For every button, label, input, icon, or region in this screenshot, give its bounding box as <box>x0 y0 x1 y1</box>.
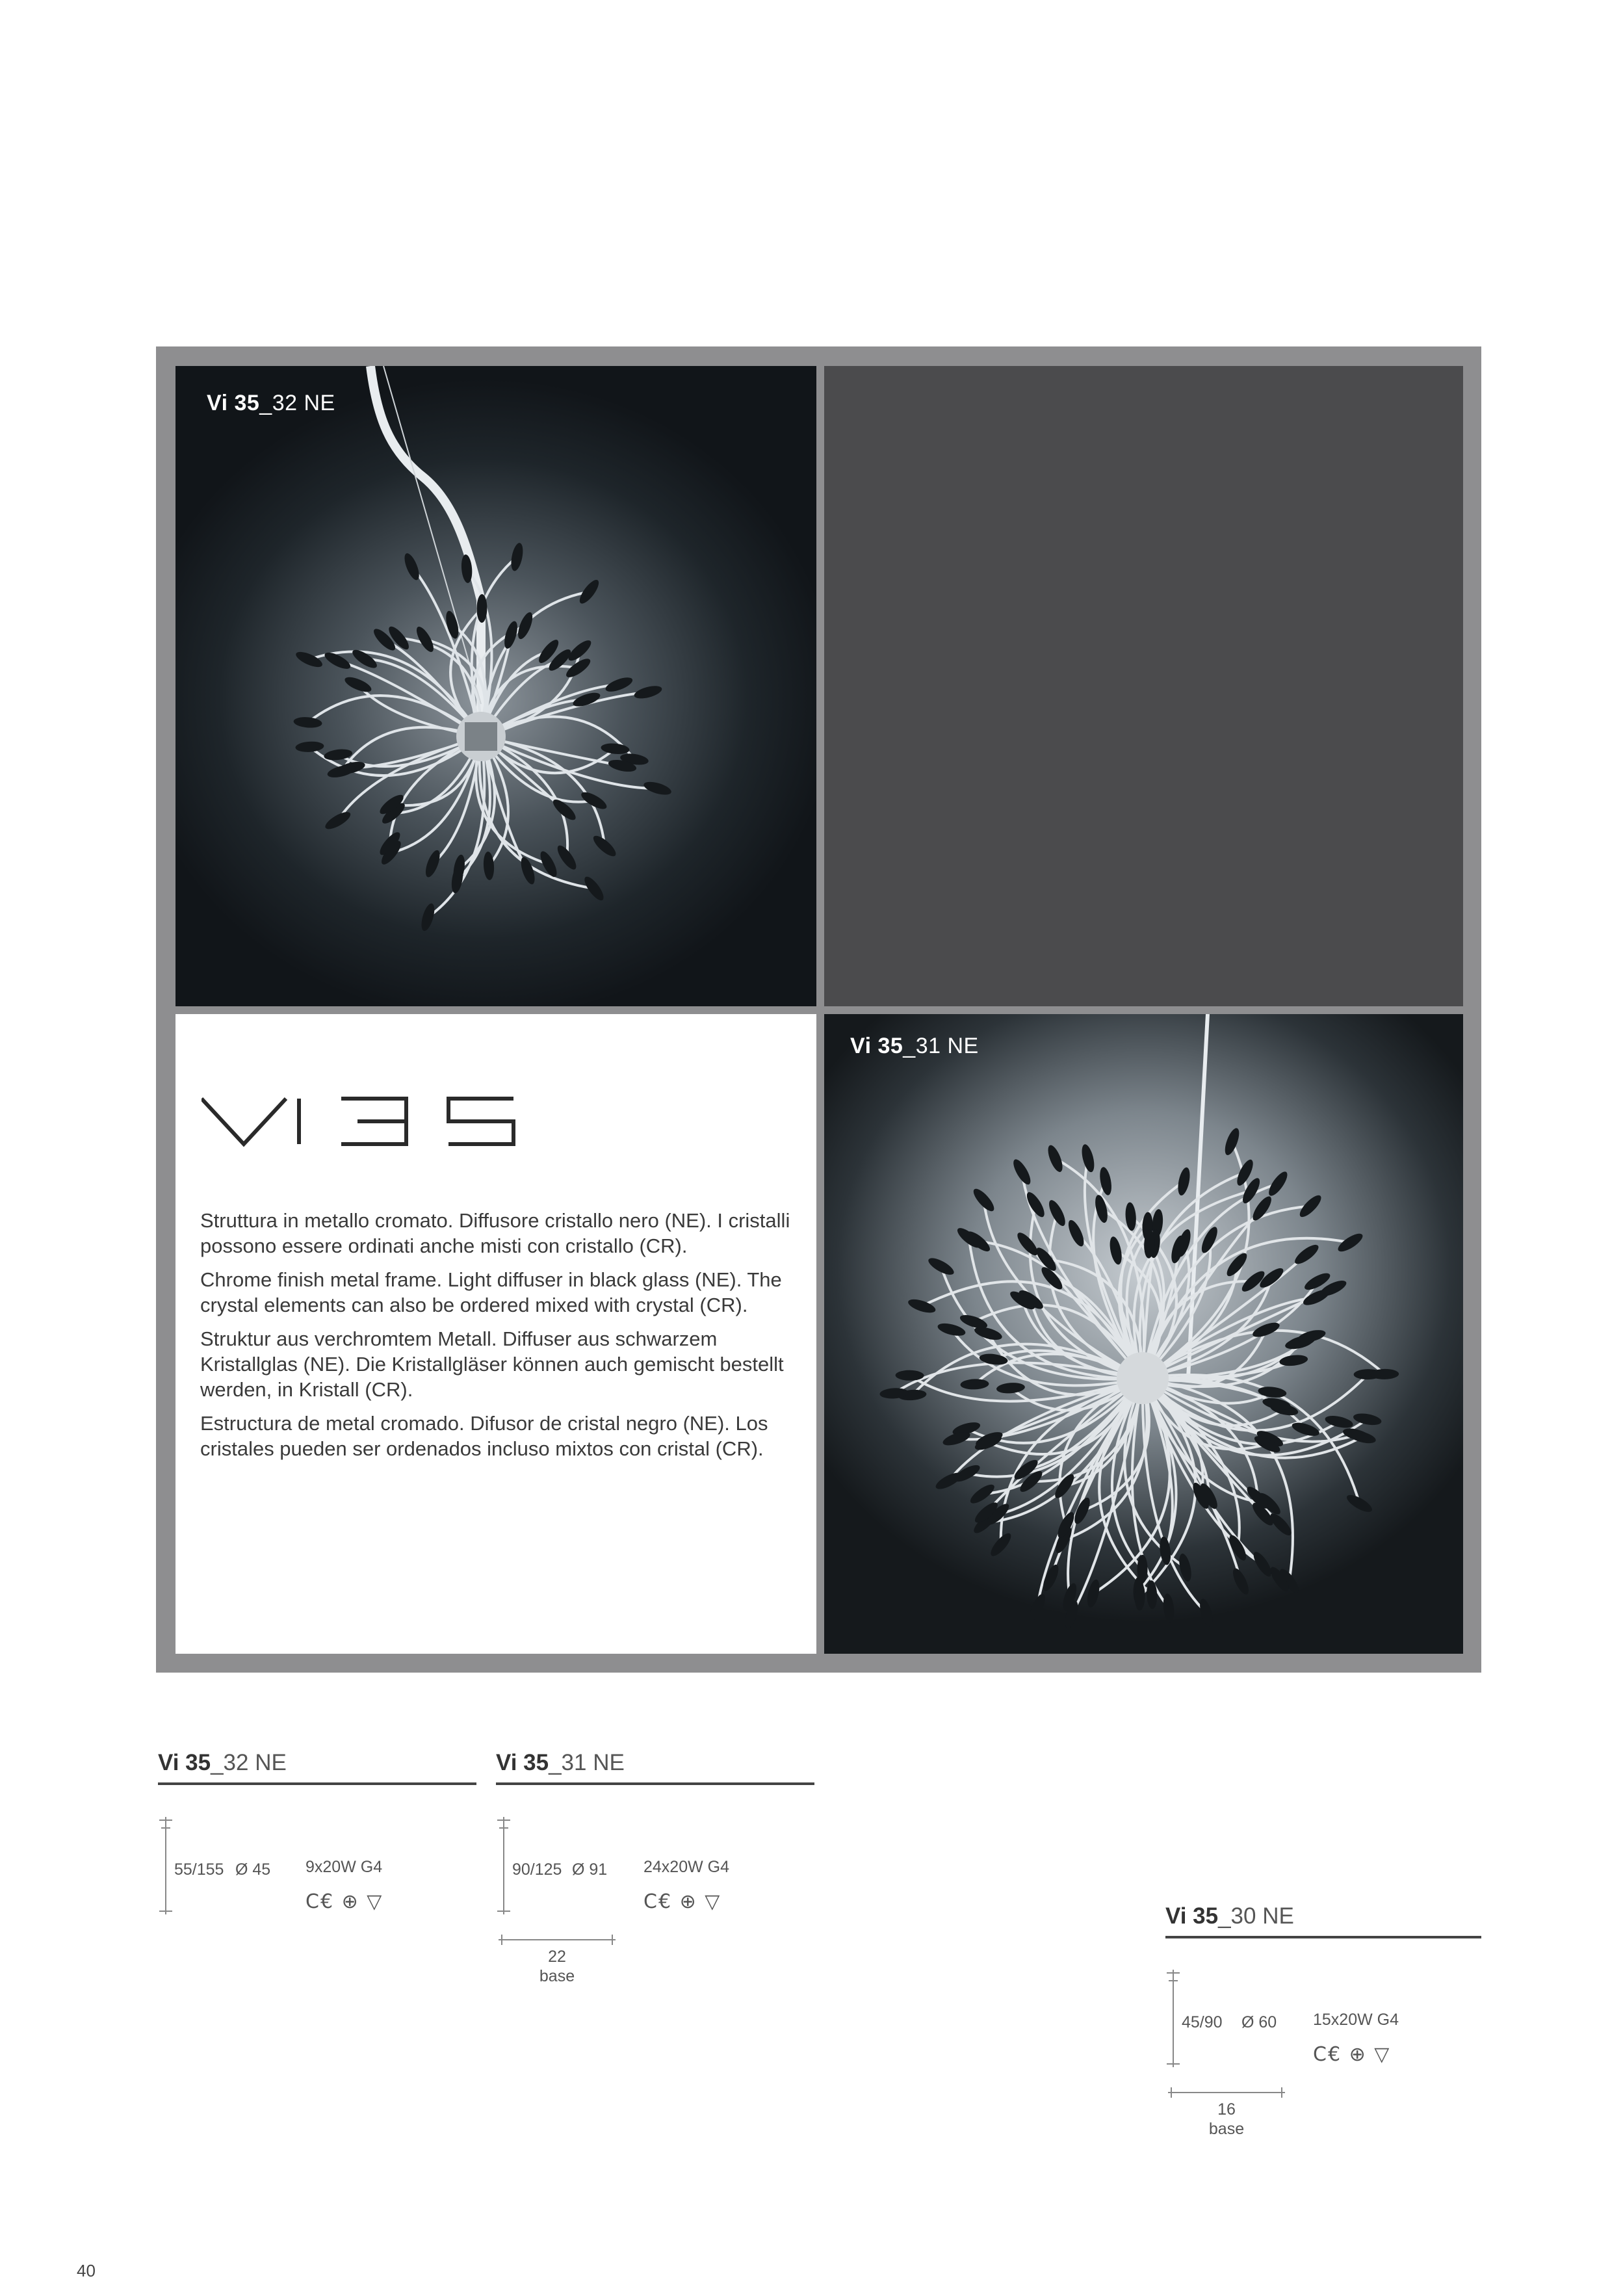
page-number: 40 <box>77 2261 96 2280</box>
spec-title-32 <box>158 1750 476 1785</box>
spec-title-suffix: _32 NE <box>211 1750 287 1775</box>
spec-bulbs-31: 24x20W G4 <box>643 1858 730 1876</box>
height-dimension-icon <box>156 1814 175 1918</box>
certification-marks-32: C€ ⊕ ▽ <box>305 1890 383 1913</box>
spec-height-32: 55/155 <box>174 1860 224 1879</box>
description-es: Estructura de metal cromado. Difusor de cristal negro (NE). Los cristales pueden ser ordenados incluso mixtos con cristal (CR). <box>200 1412 768 1460</box>
spec-bulbs-32: 9x20W G4 <box>305 1858 383 1876</box>
spec-height-30: 45/90 <box>1182 2013 1223 2031</box>
grey-panel <box>824 366 1463 1006</box>
base-label: base <box>1208 2120 1245 2138</box>
lamp-illustration-32 <box>175 366 816 1006</box>
spec-diameter-30: Ø 60 <box>1241 2013 1277 2031</box>
spec-title-30 <box>1165 1903 1481 1938</box>
spec-title-31 <box>496 1750 814 1785</box>
spec-title-bold: Vi 35 <box>496 1750 549 1775</box>
height-dimension-icon <box>1163 1966 1183 2070</box>
label-suffix: _31 NE <box>903 1034 979 1058</box>
base-dimension-icon <box>1165 2085 1288 2100</box>
description-it: Struttura in metallo cromato. Diffusore cristallo nero (NE). I cristalli possono essere ordinati anche misti con cristallo (CR). <box>200 1209 790 1257</box>
certification-marks-30: C€ ⊕ ▽ <box>1313 2043 1391 2066</box>
description-en: Chrome finish metal frame. Light diffuser in black glass (NE). The crystal elements can also be ordered mixed with crystal (CR). <box>200 1268 782 1316</box>
spec-bulbs-30: 15x20W G4 <box>1313 2011 1399 2029</box>
spec-title-suffix: _31 NE <box>549 1750 625 1775</box>
label-suffix: _32 NE <box>259 391 335 415</box>
spec-diameter-32: Ø 45 <box>235 1860 271 1879</box>
photo-label-32 <box>207 391 335 416</box>
photo-label-31 <box>850 1034 979 1059</box>
description-de: Struktur aus verchromtem Metall. Diffuser aus schwarzem Kristallglas (NE). Die Kristallgläser können auch gemischt bestellt werden, in Kristall (CR). <box>200 1327 784 1401</box>
certification-marks-31: C€ ⊕ ▽ <box>643 1890 721 1913</box>
product-photo-vi35-31 <box>824 1014 1463 1654</box>
label-bold: Vi 35 <box>850 1034 903 1058</box>
vi35-logo <box>201 1092 520 1151</box>
product-description <box>200 1208 798 1470</box>
label-bold: Vi 35 <box>207 391 260 415</box>
spec-height-31: 90/125 <box>512 1860 562 1879</box>
base-value: 22 <box>548 1948 566 1966</box>
lamp-illustration-31 <box>824 1014 1463 1654</box>
spec-title-bold: Vi 35 <box>1165 1903 1219 1929</box>
base-value: 16 <box>1217 2100 1236 2119</box>
height-dimension-icon <box>494 1814 513 1918</box>
product-photo-vi35-32 <box>175 366 816 1006</box>
base-dimension-icon <box>495 1932 619 1948</box>
spec-base-31 <box>525 1947 590 1986</box>
spec-base-30 <box>1194 2100 1259 2139</box>
spec-diameter-31: Ø 91 <box>572 1860 608 1879</box>
spec-title-suffix: _30 NE <box>1218 1903 1294 1929</box>
spec-title-bold: Vi 35 <box>158 1750 211 1775</box>
base-label: base <box>539 1967 575 1985</box>
